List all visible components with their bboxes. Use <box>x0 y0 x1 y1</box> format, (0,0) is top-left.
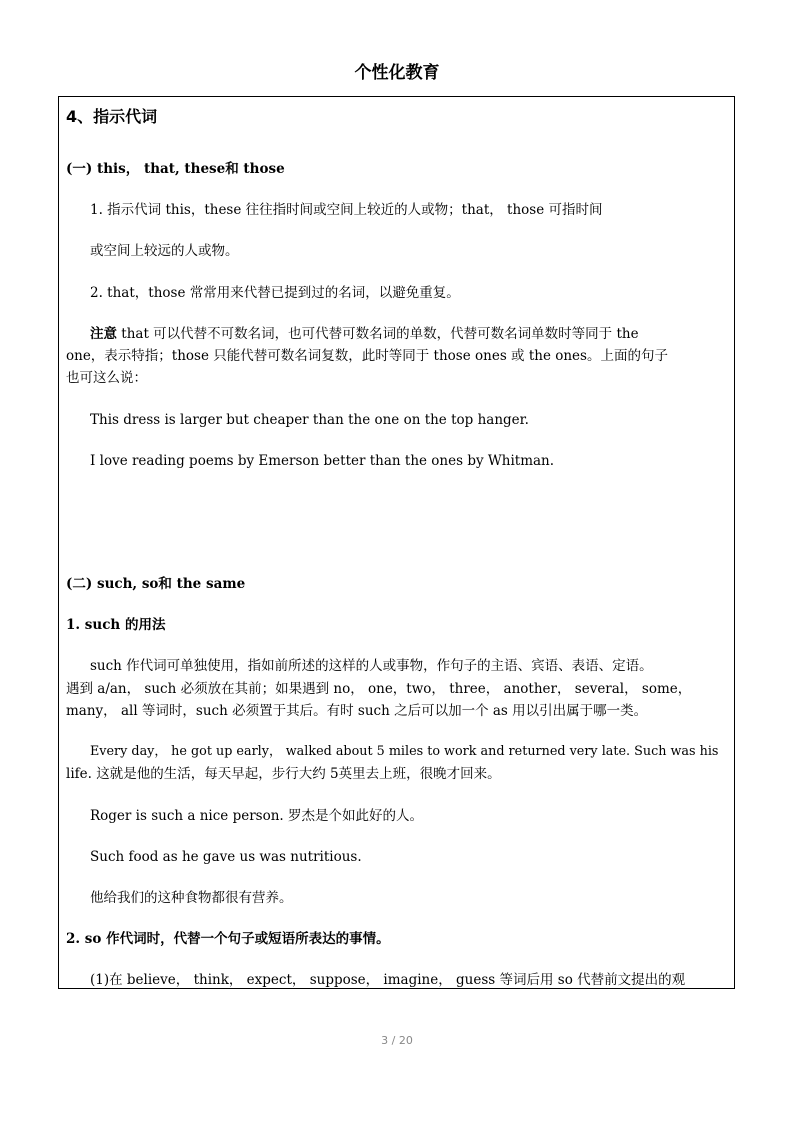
such-paragraph-line-3: many， all 等词时，such 必须置于其后。有时 such 之后可以加一个 as 用以引出属于哪一类。 <box>66 703 648 719</box>
note-label: 注意 <box>90 326 117 342</box>
such-paragraph-line-2: 遇到 a/an， such 必须放在其前；如果遇到 no， one，two， three， another， several， some， <box>66 681 692 697</box>
subsection-title-such-so: (二) such, so和 the same <box>66 576 246 592</box>
example-3-line-1: Every day， he got up early， walked about 5 miles to work and returned very late. Such was his <box>90 744 719 759</box>
so-usage-title: 2. so 作代词时，代替一个句子或短语所表达的事情。 <box>66 931 390 947</box>
example-sentence-2: I love reading poems by Emerson better than the ones by Whitman. <box>90 453 555 469</box>
paragraph-1-line-2: 或空间上较远的人或物。 <box>90 243 239 259</box>
content-table-cell <box>58 96 735 989</box>
note-line-3: 也可这么说： <box>66 370 147 386</box>
subsection-title-this-that: (一) this， that, these和 those <box>66 161 285 177</box>
paragraph-2: 2. that，those 常常用来代替已提到过的名词，以避免重复。 <box>90 285 460 301</box>
so-paragraph-line-1: (1)在 believe， think， expect， suppose， imagine， guess 等词后用 so 代替前文提出的观 <box>90 972 686 988</box>
example-3-line-2: life. 这就是他的生活，每天早起，步行大约 5英里去上班，很晚才回来。 <box>66 766 501 782</box>
example-sentence-1: This dress is larger but cheaper than the one on the top hanger. <box>90 412 529 428</box>
note-text: that 可以代替不可数名词，也可代替可数名词的单数，代替可数名词单数时等同于 the <box>117 326 639 342</box>
note-line-2: one，表示特指；those 只能代替可数名词复数，此时等同于 those ones 或 the ones。上面的句子 <box>66 348 668 364</box>
such-paragraph-line-1: such 作代词可单独使用，指如前所述的这样的人或事物，作句子的主语、宾语、表语、定语。 <box>90 658 653 674</box>
page-number: 3 / 20 <box>381 1034 413 1047</box>
paragraph-1-line-1: 1. 指示代词 this，these 往往指时间或空间上较近的人或物；that， those 可指时间 <box>90 202 603 218</box>
page-header-title: 个性化教育 <box>354 63 440 83</box>
example-5-translation: 他给我们的这种食物都很有营养。 <box>90 890 293 906</box>
example-4: Roger is such a nice person. 罗杰是个如此好的人。 <box>90 808 423 824</box>
note-line-1 <box>90 324 639 344</box>
example-5: Such food as he gave us was nutritious. <box>90 849 362 865</box>
section-title: 4、指示代词 <box>66 107 158 126</box>
such-usage-title: 1. such 的用法 <box>66 617 166 633</box>
